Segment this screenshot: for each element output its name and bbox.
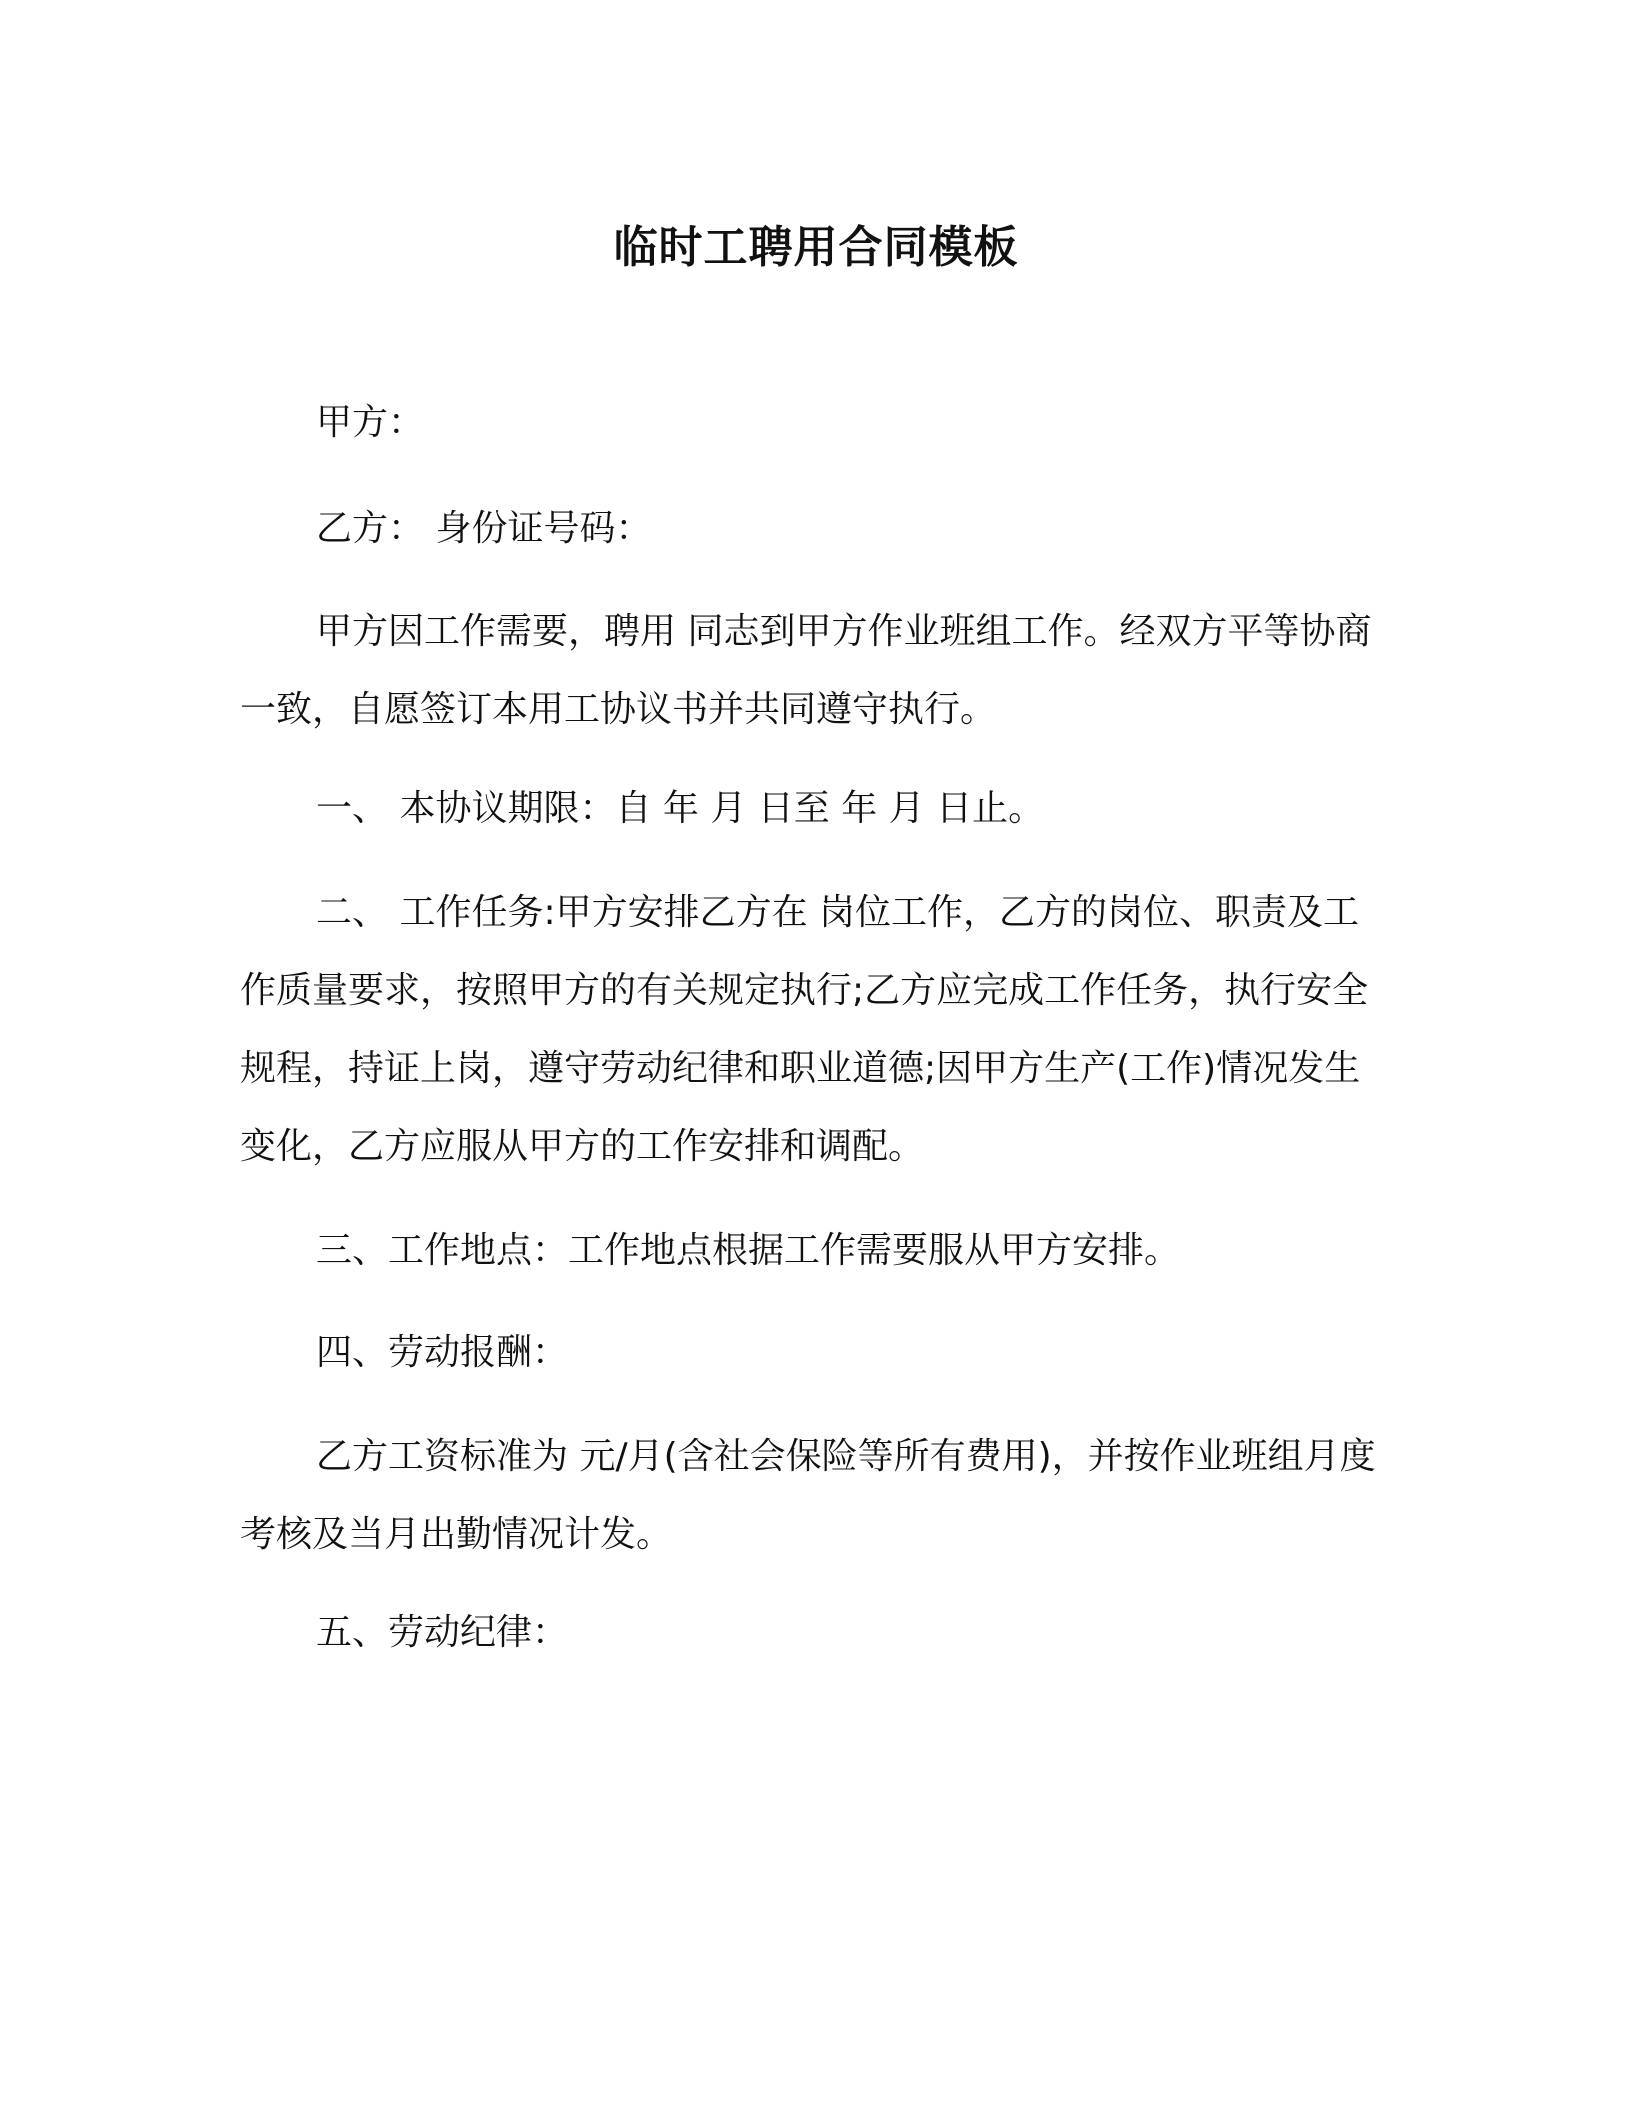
party-a-line: 甲方：: [316, 402, 425, 443]
intro-paragraph: 甲方因工作需要，聘用 同志到甲方作业班组工作。经双方平等协商一致，自愿签订本用工协议书并共同遵守执行。: [240, 611, 1372, 730]
clause-remuneration-heading: 四、劳动报酬：: [316, 1332, 569, 1373]
clause-discipline-heading: 五、劳动纪律：: [316, 1612, 569, 1653]
document-title: 临时工聘用合同模板: [613, 222, 1019, 273]
clause-work-location: 三、工作地点：工作地点根据工作需要服从甲方安排。: [316, 1230, 1181, 1271]
clause-term: 一、 本协议期限：自 年 月 日至 年 月 日止。: [316, 788, 1045, 829]
party-b-line: 乙方： 身份证号码：: [316, 508, 652, 549]
clause-remuneration-body: 乙方工资标准为 元/月(含社会保险等所有费用)，并按作业班组月度考核及当月出勤情况计发。: [240, 1436, 1376, 1555]
clause-work-task: 二、 工作任务:甲方安排乙方在 岗位工作，乙方的岗位、职责及工作质量要求，按照甲方的有关规定执行;乙方应完成工作任务，执行安全规程，持证上岗，遵守劳动纪律和职业道德;因甲方生产(工作)情况发生变化，乙方应服从甲方的工作安排和调配。: [240, 892, 1369, 1167]
